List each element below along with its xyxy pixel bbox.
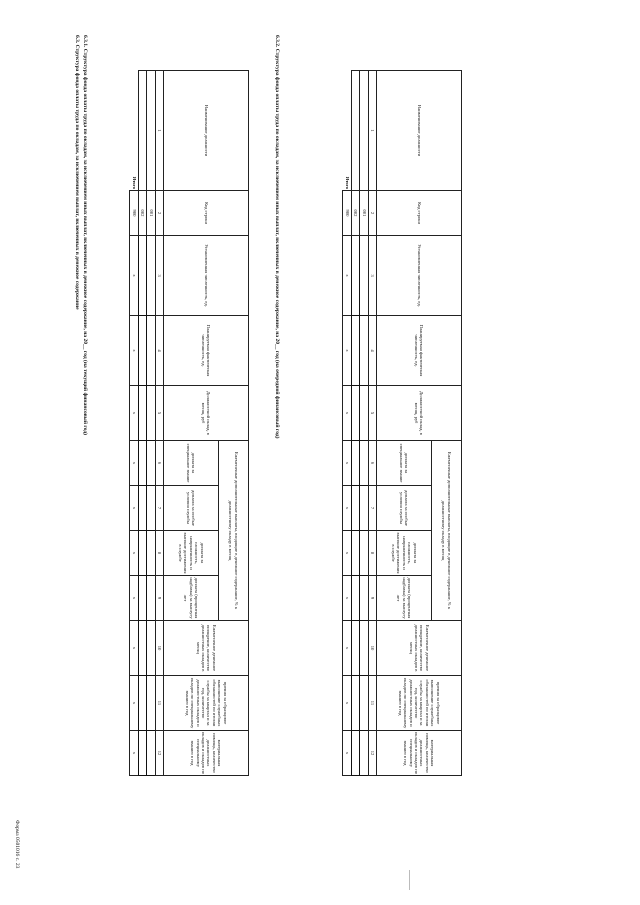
total-mark: x bbox=[343, 731, 351, 776]
col-num: 11 bbox=[368, 676, 376, 731]
form-number: Форма 0501016 с. 23 bbox=[14, 820, 20, 869]
table-row bbox=[360, 71, 368, 776]
total-code: 900 bbox=[130, 191, 138, 236]
cell[interactable] bbox=[351, 531, 359, 576]
column-numbers-row bbox=[155, 71, 163, 776]
total-mark: x bbox=[130, 386, 138, 441]
cell[interactable] bbox=[138, 731, 146, 776]
col-num: 3 bbox=[368, 236, 376, 316]
cell[interactable] bbox=[351, 441, 359, 486]
cell[interactable] bbox=[147, 621, 155, 676]
cell[interactable] bbox=[138, 486, 146, 531]
col-num: 4 bbox=[368, 316, 376, 386]
header-longevity: доплата (процентная надбавка) за выслугу лет bbox=[377, 576, 432, 621]
col-num: 4 bbox=[155, 316, 163, 386]
cell[interactable] bbox=[138, 236, 146, 316]
col-num: 7 bbox=[368, 486, 376, 531]
cell[interactable] bbox=[147, 576, 155, 621]
total-mark: x bbox=[343, 676, 351, 731]
header-complexity: доплата за сложность, напряженность и высокие достижения в службе bbox=[164, 531, 219, 576]
col-num: 5 bbox=[155, 386, 163, 441]
total-mark: x bbox=[130, 676, 138, 731]
col-num: 11 bbox=[155, 676, 163, 731]
row-code: 002 bbox=[351, 191, 359, 236]
cell[interactable] bbox=[351, 621, 359, 676]
total-mark: x bbox=[343, 316, 351, 386]
cell[interactable] bbox=[351, 486, 359, 531]
header-established: Установленная численность, ед. bbox=[164, 236, 249, 316]
subsection-heading-1: 6.3.1. Структура фонда оплаты труда по окладам, за исключением иных выплат, включенных в денежное содержание, на 20__ год (на текущий финансовый год) bbox=[82, 35, 88, 435]
header-additional-payments: Ежемесячные дополнительные выплаты, входящие в денежное содержание, % к должностному окладу в месяц bbox=[432, 441, 462, 621]
col-num: 6 bbox=[368, 441, 376, 486]
cell[interactable] bbox=[351, 386, 359, 441]
header-rank: доплата за специальное звание bbox=[377, 441, 432, 486]
total-row bbox=[343, 71, 351, 776]
total-code: 900 bbox=[343, 191, 351, 236]
cell[interactable] bbox=[360, 71, 368, 191]
header-salary: Должностной оклад, в месяц, руб bbox=[164, 386, 249, 441]
cell[interactable] bbox=[147, 316, 155, 386]
cell[interactable] bbox=[351, 316, 359, 386]
header-conditions: доплата за особые условия службы bbox=[377, 486, 432, 531]
header-complexity: доплата за сложность, напряженность и высокие достижения в службе bbox=[377, 531, 432, 576]
cell[interactable] bbox=[351, 236, 359, 316]
header-encouragement: Ежемесячное денежное поощрение, количество должностных окладов в месяц bbox=[164, 621, 249, 676]
header-code: Код строки bbox=[164, 191, 249, 236]
cell[interactable] bbox=[138, 386, 146, 441]
col-num: 1 bbox=[155, 71, 163, 191]
total-mark: x bbox=[343, 236, 351, 316]
col-num: 9 bbox=[155, 576, 163, 621]
col-num: 10 bbox=[368, 621, 376, 676]
header-premium: премия за образцовое выполнение служебных обязанностей по итогам службы за квартал и за год, количество должностных окладов и окладов по специальному званию в год bbox=[377, 676, 462, 731]
total-mark: x bbox=[343, 441, 351, 486]
header-position: Наименование должности bbox=[164, 71, 249, 191]
total-mark: x bbox=[343, 621, 351, 676]
header-premium: премия за образцовое выполнение служебных обязанностей по итогам службы за квартал и за год, количество должностных окладов и окладов по специальному званию в год bbox=[164, 676, 249, 731]
header-position: Наименование должности bbox=[377, 71, 462, 191]
col-num: 10 bbox=[155, 621, 163, 676]
table-row bbox=[138, 71, 146, 776]
section-heading: 6.3. Структура фонда оплаты труда по окладам, за исключением выплат, включенных в денежное содержание bbox=[74, 35, 80, 310]
total-mark: x bbox=[130, 486, 138, 531]
col-num: 5 bbox=[368, 386, 376, 441]
cell[interactable] bbox=[138, 531, 146, 576]
cell[interactable] bbox=[360, 576, 368, 621]
total-mark: x bbox=[130, 316, 138, 386]
cell[interactable] bbox=[360, 676, 368, 731]
header-rank: доплата за специальное звание bbox=[164, 441, 219, 486]
col-num: 8 bbox=[368, 531, 376, 576]
total-label: Итого bbox=[131, 176, 137, 189]
cell[interactable] bbox=[351, 676, 359, 731]
cell[interactable] bbox=[147, 486, 155, 531]
col-num: 12 bbox=[368, 731, 376, 776]
col-num: 9 bbox=[368, 576, 376, 621]
cell[interactable] bbox=[360, 531, 368, 576]
total-mark: x bbox=[343, 386, 351, 441]
cell[interactable] bbox=[147, 386, 155, 441]
col-num: 8 bbox=[155, 531, 163, 576]
header-code: Код строки bbox=[377, 191, 462, 236]
col-num: 3 bbox=[155, 236, 163, 316]
total-mark: x bbox=[130, 576, 138, 621]
scan-artifact bbox=[409, 870, 410, 890]
cell[interactable] bbox=[360, 621, 368, 676]
cell[interactable] bbox=[351, 71, 359, 191]
total-row bbox=[130, 71, 138, 776]
subsection-heading-2: 6.3.2. Структура фонда оплаты труда по окладам, за исключением иных выплат, включенных в денежное содержание, на 20__ год (на очередной финансовый год) bbox=[274, 35, 280, 439]
cell[interactable] bbox=[147, 441, 155, 486]
total-mark: x bbox=[343, 576, 351, 621]
table-current-year bbox=[129, 70, 249, 776]
total-mark: x bbox=[343, 531, 351, 576]
cell[interactable] bbox=[360, 441, 368, 486]
row-code: 002 bbox=[138, 191, 146, 236]
header-encouragement: Ежемесячное денежное поощрение, количество должностных окладов в месяц bbox=[377, 621, 462, 676]
col-num: 6 bbox=[155, 441, 163, 486]
column-numbers-row bbox=[368, 71, 376, 776]
total-mark: x bbox=[343, 486, 351, 531]
col-num: 2 bbox=[155, 191, 163, 236]
table-next-year bbox=[342, 70, 462, 776]
col-num: 1 bbox=[368, 71, 376, 191]
cell[interactable] bbox=[360, 731, 368, 776]
cell[interactable] bbox=[147, 531, 155, 576]
cell[interactable] bbox=[360, 486, 368, 531]
col-num: 7 bbox=[155, 486, 163, 531]
header-longevity: доплата (процентная надбавка) за выслугу лет bbox=[164, 576, 219, 621]
header-material-aid: материальная помощь, количество должностных окладов и окладов по специальному званию в год bbox=[164, 731, 249, 776]
cell[interactable] bbox=[138, 316, 146, 386]
row-code: 001 bbox=[360, 191, 368, 236]
header-salary: Должностной оклад, в месяц, руб bbox=[377, 386, 462, 441]
total-mark: x bbox=[130, 531, 138, 576]
total-mark: x bbox=[130, 441, 138, 486]
col-num: 12 bbox=[155, 731, 163, 776]
header-planned: Планируемая фактическая численность, ед. bbox=[164, 316, 249, 386]
total-mark: x bbox=[130, 731, 138, 776]
table-row bbox=[351, 71, 359, 776]
cell[interactable] bbox=[147, 71, 155, 191]
cell[interactable] bbox=[138, 576, 146, 621]
cell[interactable] bbox=[351, 731, 359, 776]
cell[interactable] bbox=[138, 71, 146, 191]
cell[interactable] bbox=[138, 621, 146, 676]
table-row bbox=[147, 71, 155, 776]
row-code: 001 bbox=[147, 191, 155, 236]
total-label: Итого bbox=[344, 176, 350, 189]
col-num: 2 bbox=[368, 191, 376, 236]
cell[interactable] bbox=[138, 676, 146, 731]
cell[interactable] bbox=[147, 731, 155, 776]
header-additional-payments: Ежемесячные дополнительные выплаты, входящие в денежное содержание, % к должностному окладу в месяц bbox=[219, 441, 249, 621]
cell[interactable] bbox=[351, 576, 359, 621]
total-mark: x bbox=[130, 621, 138, 676]
cell[interactable] bbox=[360, 316, 368, 386]
cell[interactable] bbox=[138, 441, 146, 486]
header-planned: Планируемая фактическая численность, ед. bbox=[377, 316, 462, 386]
cell[interactable] bbox=[147, 236, 155, 316]
cell[interactable] bbox=[147, 676, 155, 731]
cell[interactable] bbox=[360, 386, 368, 441]
header-established: Установленная численность, ед. bbox=[377, 236, 462, 316]
header-conditions: доплата за особые условия службы bbox=[164, 486, 219, 531]
total-mark: x bbox=[130, 236, 138, 316]
cell[interactable] bbox=[360, 236, 368, 316]
header-material-aid: материальная помощь, количество должностных окладов и окладов по специальному званию в год bbox=[377, 731, 462, 776]
